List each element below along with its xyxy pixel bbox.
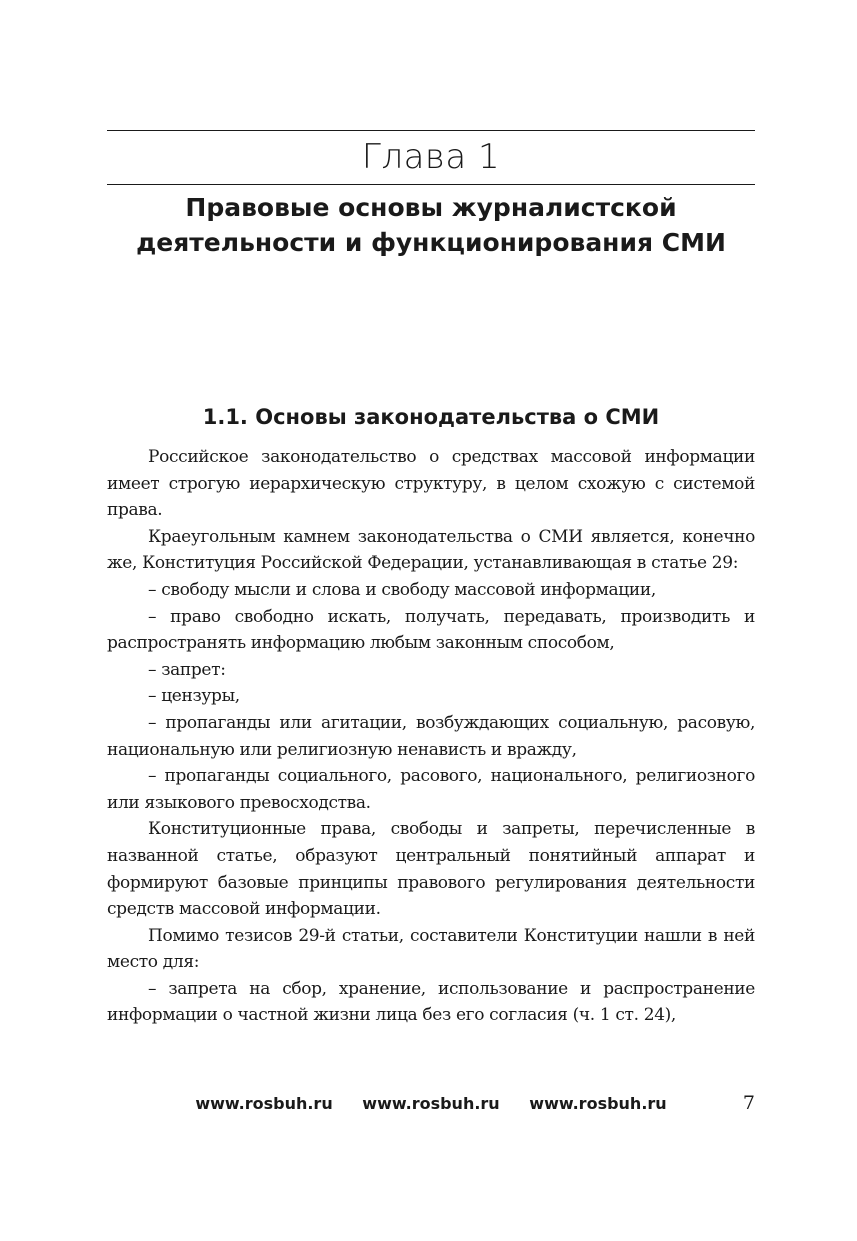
chapter-title (107, 190, 755, 260)
paragraph: Конституционные права, свободы и запреты, перечисленные в названной статье, образуют центральный понятийный аппарат и формируют базовые принципы правового регулирования деятельности средств массовой информации. (107, 819, 755, 920)
chapter-top-rule (107, 130, 755, 131)
footer-link[interactable]: www.rosbuh.ru (529, 1094, 667, 1113)
list-item: – свободу мысли и слова и свободу массовой информации, (148, 579, 656, 600)
list-item: – пропаганды или агитации, возбуждающих социальную, расовую, национальную или религиозную ненависть и вражду, (107, 712, 755, 760)
paragraph: Краеугольным камнем законодательства о СМИ является, конечно же, Конституция Российской Федерации, устанавливающая в статье 29: (107, 526, 755, 574)
paragraph: Российское законодательство о средствах массовой информации имеет строгую иерархическую структуру, в целом схожую с системой права. (107, 447, 755, 521)
list-item: – запрета на сбор, хранение, использование и распространение информации о частной жизни лица без его согласия (ч. 1 ст. 24), (107, 978, 755, 1026)
chapter-label: Глава 1 (361, 137, 501, 177)
page-number: 7 (742, 1092, 755, 1114)
list-item: – право свободно искать, получать, передавать, производить и распространять информацию любым законным способом, (107, 606, 755, 654)
chapter-bottom-rule (107, 184, 755, 185)
section-title: 1.1. Основы законодательства о СМИ (202, 405, 660, 429)
list-item: – запрет: (148, 659, 226, 680)
body-text (107, 444, 755, 1029)
footer-link[interactable]: www.rosbuh.ru (362, 1094, 500, 1113)
footer-links (107, 1092, 755, 1116)
list-item: – цензуры, (148, 686, 240, 707)
page-footer (107, 1092, 755, 1120)
chapter-title-line-1: Правовые основы журналистской (185, 193, 677, 222)
paragraph: Помимо тезисов 29-й статьи, составители Конституции нашли в ней место для: (107, 925, 755, 973)
footer-link[interactable]: www.rosbuh.ru (195, 1094, 333, 1113)
list-item: – пропаганды социального, расового, национального, религиозного или языкового превосходства. (107, 766, 755, 813)
chapter-title-line-2: деятельности и функционирования СМИ (136, 228, 726, 257)
